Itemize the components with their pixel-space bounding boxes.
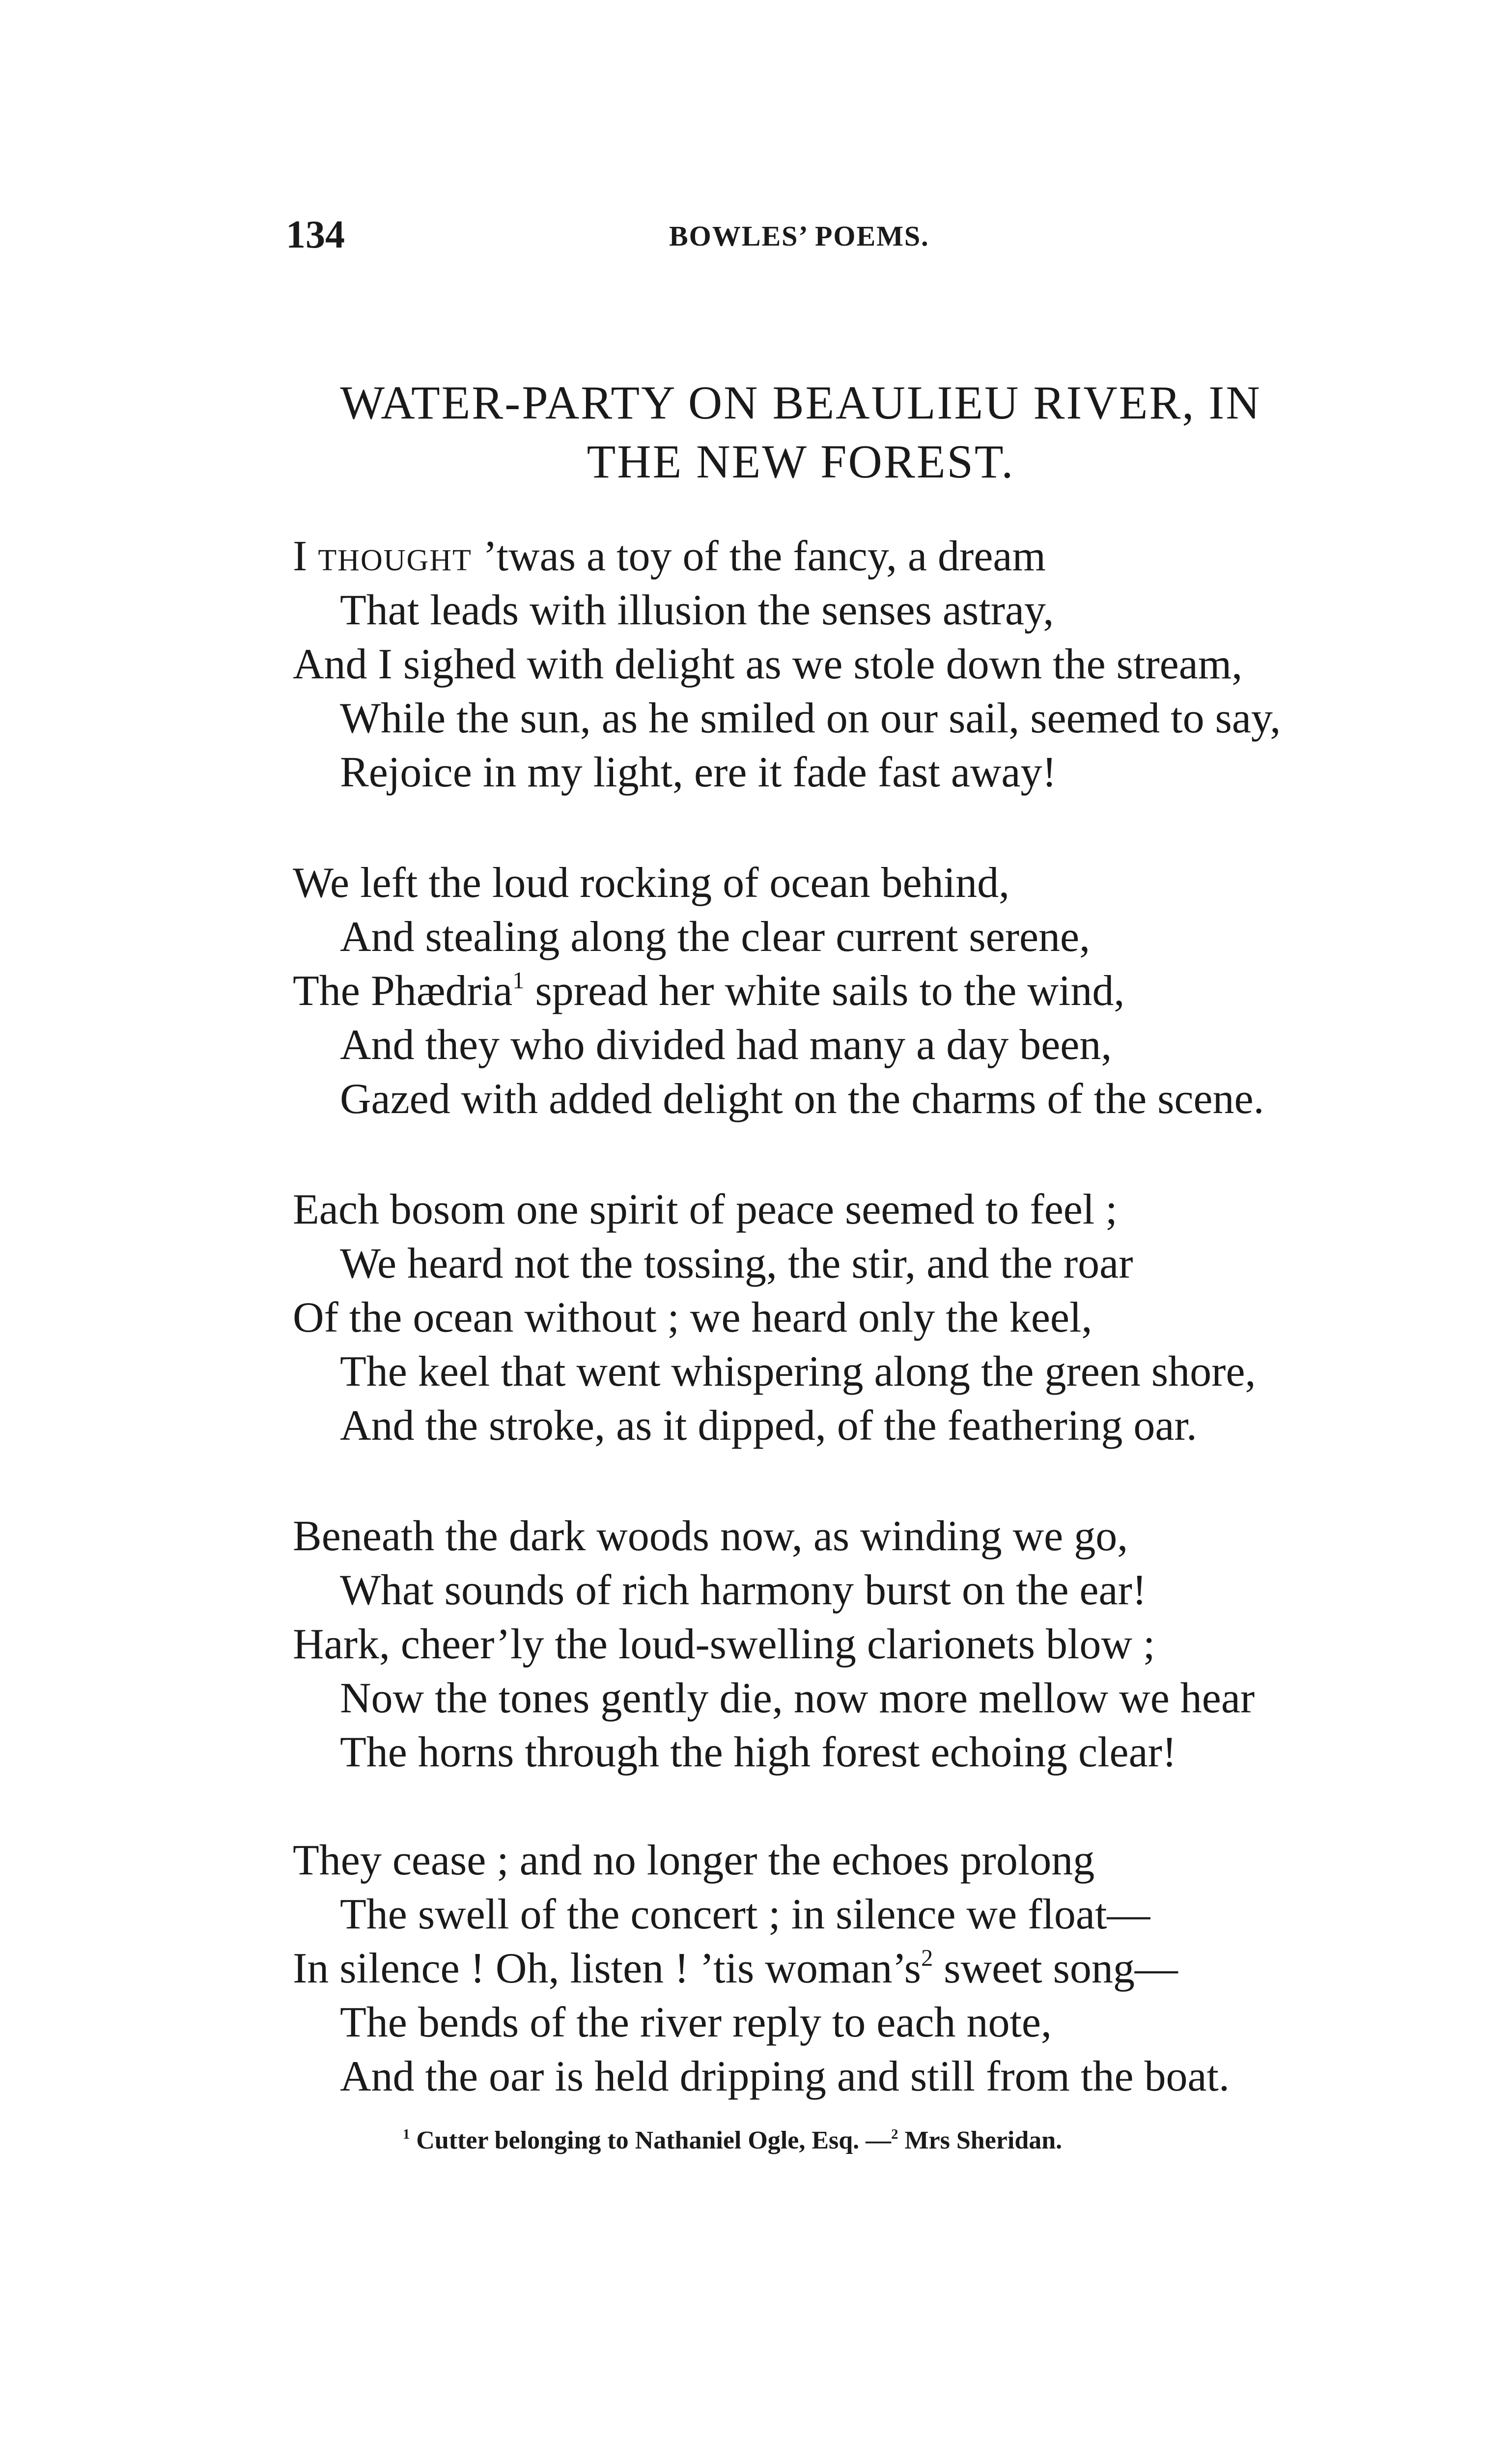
line-post: spread her white sails to the wind,: [524, 967, 1125, 1015]
poem-line: Rejoice in my light, ere it fade fast away!: [340, 749, 1057, 796]
line-pre: In silence ! Oh, listen ! ’tis woman’s: [293, 1945, 922, 1992]
footnote-text-2: Mrs Sheridan.: [898, 2126, 1063, 2154]
poem-line: [293, 1942, 1423, 1996]
line-pre: The Phædria: [293, 967, 513, 1015]
poem-line: The keel that went whispering along the green shore,: [340, 1348, 1256, 1395]
poem-line: Each bosom one spirit of peace seemed to feel ;: [293, 1186, 1118, 1233]
poem-line: We heard not the tossing, the stir, and the roar: [340, 1240, 1133, 1287]
poem-line: Gazed with added delight on the charms of the scene.: [340, 1075, 1264, 1123]
footnote-mark-2: 2: [891, 2126, 898, 2142]
poem-line: And the stroke, as it dipped, of the feathering oar.: [340, 1402, 1197, 1450]
poem-line: Beneath the dark woods now, as winding we go,: [293, 1512, 1128, 1560]
poem-line: Now the tones gently die, now more mellow we hear: [340, 1675, 1255, 1722]
poem-line: Hark, cheer’ly the loud-swelling clarionets blow ;: [293, 1620, 1155, 1668]
poem-line: Of the ocean without ; we heard only the keel,: [293, 1294, 1092, 1341]
line-post: sweet song—: [933, 1945, 1178, 1992]
small-caps-word: thought: [318, 532, 472, 580]
poem-line: [293, 964, 1423, 1018]
poem-line: The bends of the river reply to each note,: [340, 1999, 1052, 2046]
stanza-4: [293, 1509, 1423, 1780]
stanza-5: [293, 1834, 1423, 2104]
poem-line: And the oar is held dripping and still from the boat.: [340, 2053, 1230, 2100]
poem-line: And stealing along the clear current serene,: [340, 913, 1091, 961]
footnote-marker: 1: [512, 968, 525, 994]
poem-line: We left the loud rocking of ocean behind,: [293, 859, 1010, 907]
poem-line: The horns through the high forest echoing clear!: [340, 1729, 1177, 1776]
line-rest: ’twas a toy of the fancy, a dream: [472, 532, 1046, 580]
footnote-marker: 2: [921, 1945, 933, 1972]
poem-line: [293, 530, 1423, 584]
poem-line: That leads with illusion the senses astray,: [340, 586, 1054, 634]
page-number: 134: [286, 213, 345, 256]
poem-title-line-1: WATER-PARTY ON BEAULIEU RIVER, IN: [340, 376, 1261, 429]
poem-title: [275, 373, 1326, 491]
poem-line: They cease ; and no longer the echoes prolong: [293, 1837, 1095, 1884]
stanza-1: [293, 530, 1423, 800]
poem-line: While the sun, as he smiled on our sail, seemed to say,: [340, 695, 1281, 742]
footnote-text-1: Cutter belonging to Nathaniel Ogle, Esq. —: [410, 2126, 892, 2154]
running-head: BOWLES’ POEMS.: [669, 220, 929, 252]
poem-line: And they who divided had many a day been,: [340, 1021, 1112, 1069]
footnote: [403, 2128, 1062, 2153]
line-lead: I: [293, 532, 318, 580]
poem-line: The swell of the concert ; in silence we float—: [340, 1891, 1150, 1938]
poem-line: What sounds of rich harmony burst on the ear!: [340, 1566, 1147, 1614]
poem-line: And I sighed with delight as we stole down the stream,: [293, 641, 1243, 688]
footnote-mark-1: 1: [403, 2126, 410, 2142]
stanza-2: [293, 856, 1423, 1126]
stanza-3: [293, 1183, 1423, 1453]
poem-title-line-2: THE NEW FOREST.: [587, 435, 1015, 488]
